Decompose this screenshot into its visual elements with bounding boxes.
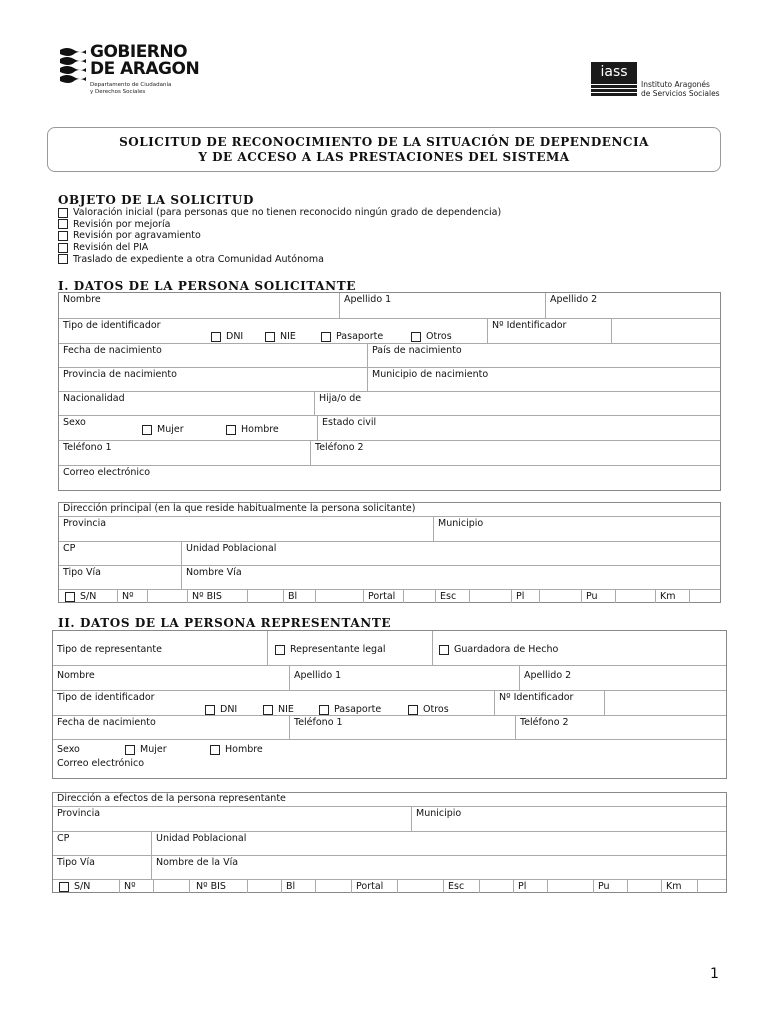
table-row <box>59 565 720 589</box>
iass-logo <box>591 62 731 102</box>
table-row <box>59 440 720 465</box>
portal-input[interactable] <box>403 590 435 603</box>
nacionalidad-field[interactable]: Nacionalidad <box>63 393 125 404</box>
table-row <box>53 739 726 779</box>
rep-unidad-field[interactable]: Unidad Poblacional <box>151 832 726 855</box>
checkbox[interactable] <box>58 219 68 229</box>
rep-tipo-via-field[interactable]: Tipo Vía <box>57 857 95 868</box>
rep-pasaporte-option[interactable]: Pasaporte <box>319 704 381 715</box>
rep-cp-field[interactable]: CP <box>57 833 70 844</box>
checkbox[interactable] <box>58 254 68 264</box>
table-row <box>59 516 720 541</box>
rep-esc-input[interactable] <box>479 880 513 893</box>
num-bis-label: Nº BIS <box>187 590 247 603</box>
rep-hombre-option[interactable]: Hombre <box>210 744 263 755</box>
unidad-field[interactable]: Unidad Poblacional <box>181 542 720 565</box>
num-bis-input[interactable] <box>247 590 283 603</box>
table-row <box>53 793 726 806</box>
guardadora-option[interactable]: Guardadora de Hecho <box>439 644 558 655</box>
rep-dni-option[interactable]: DNI <box>205 704 237 715</box>
aragon-stripes-icon <box>58 46 88 84</box>
tel2-field[interactable]: Teléfono 2 <box>310 441 720 465</box>
tipo-rep-field: Tipo de representante <box>57 644 162 655</box>
table-row <box>59 318 720 343</box>
rep-tipo-id-field: Tipo de identificador <box>57 692 155 703</box>
rep-num-input[interactable] <box>153 880 189 893</box>
table-row <box>53 665 726 690</box>
pais-nac-field[interactable]: País de nacimiento <box>367 344 720 367</box>
rep-bl-input[interactable] <box>315 880 351 893</box>
objeto-option[interactable]: Revisión por mejoría <box>58 219 578 231</box>
table-row <box>59 541 720 565</box>
rep-pu-input[interactable] <box>627 880 661 893</box>
num-input[interactable] <box>147 590 187 603</box>
checkbox[interactable] <box>275 645 285 655</box>
mun-nac-field[interactable]: Municipio de nacimiento <box>367 368 720 391</box>
objeto-option[interactable]: Revisión por agravamiento <box>58 230 578 242</box>
rep-pl-input[interactable] <box>547 880 593 893</box>
form-title <box>47 127 721 172</box>
rep-num-label: Nº <box>119 880 153 893</box>
checkbox[interactable] <box>439 645 449 655</box>
checkbox[interactable] <box>58 243 68 253</box>
pu-label: Pu <box>581 590 615 603</box>
rep-km-input[interactable] <box>697 880 726 893</box>
km-input[interactable] <box>689 590 720 603</box>
table-row <box>59 503 720 516</box>
prov-nac-field[interactable]: Provincia de nacimiento <box>63 369 177 380</box>
num-id-label: Nº Identificador <box>487 319 611 343</box>
table-row <box>59 293 720 318</box>
rep-esc-label: Esc <box>443 880 479 893</box>
rep-otros-option[interactable]: Otros <box>408 704 449 715</box>
title-line-2: Y DE ACCESO A LAS PRESTACIONES DEL SISTEMA <box>198 150 570 164</box>
rep-num-bis-input[interactable] <box>247 880 281 893</box>
checkbox[interactable] <box>265 332 275 342</box>
rep-municipio-field[interactable]: Municipio <box>411 807 726 831</box>
iass-name: Instituto Aragonés de Servicios Sociales <box>641 80 720 98</box>
direccion-heading: Dirección principal (en la que reside habitualmente la persona solicitante) <box>63 503 416 514</box>
rep-correo-field[interactable]: Correo electrónico <box>57 758 145 769</box>
rep-pl-label: Pl <box>513 880 547 893</box>
num-id-input[interactable] <box>611 319 720 343</box>
pl-label: Pl <box>511 590 539 603</box>
rep-apellido2-field[interactable]: Apellido 2 <box>519 666 726 690</box>
apellido1-field[interactable]: Apellido 1 <box>339 293 545 318</box>
checkbox[interactable] <box>65 592 75 602</box>
nie-option[interactable]: NIE <box>265 331 296 342</box>
tipo-id-field: Tipo de identificador <box>63 320 161 331</box>
title-line-1: SOLICITUD DE RECONOCIMIENTO DE LA SITUACIÓN DE DEPENDENCIA <box>119 135 649 149</box>
rep-fecha-nac-field[interactable]: Fecha de nacimiento <box>57 717 156 728</box>
nombre-via-field[interactable]: Nombre Vía <box>181 566 720 589</box>
rep-pu-label: Pu <box>593 880 627 893</box>
esc-input[interactable] <box>469 590 511 603</box>
mujer-option[interactable]: Mujer <box>142 424 184 435</box>
rep-nombre-via-field[interactable]: Nombre de la Vía <box>151 856 726 879</box>
fecha-nac-field[interactable]: Fecha de nacimiento <box>63 345 162 356</box>
objeto-options <box>58 207 578 265</box>
rep-apellido1-field[interactable]: Apellido 1 <box>289 666 519 690</box>
km-label: Km <box>655 590 689 603</box>
rep-nie-option[interactable]: NIE <box>263 704 294 715</box>
rep-num-id-input[interactable] <box>604 691 726 715</box>
esc-label: Esc <box>435 590 469 603</box>
table-row <box>59 589 720 603</box>
hijo-de-field[interactable]: Hija/o de <box>314 392 720 415</box>
rep-num-bis-label: Nº BIS <box>189 880 247 893</box>
rep-nombre-field[interactable]: Nombre <box>57 670 95 681</box>
table-row <box>59 415 720 440</box>
table-row <box>53 855 726 879</box>
direccion-representante-table <box>52 792 727 893</box>
nombre-field[interactable]: Nombre <box>63 294 101 305</box>
representante-heading: II. DATOS DE LA PERSONA REPRESENTANTE <box>58 616 392 630</box>
iass-mark: iass <box>591 62 637 96</box>
checkbox[interactable] <box>58 231 68 241</box>
objeto-option[interactable]: Valoración inicial (para personas que no tienen reconocido ningún grado de dependencia) <box>58 207 578 219</box>
num-label: Nº <box>117 590 147 603</box>
checkbox[interactable] <box>411 332 421 342</box>
page-number: 1 <box>710 966 719 982</box>
checkbox[interactable] <box>59 882 69 892</box>
checkbox[interactable] <box>226 425 236 435</box>
pasaporte-option[interactable]: Pasaporte <box>321 331 383 342</box>
portal-label: Portal <box>363 590 403 603</box>
tipo-via-field[interactable]: Tipo Vía <box>63 567 101 578</box>
rep-portal-input[interactable] <box>397 880 443 893</box>
bl-input[interactable] <box>315 590 363 603</box>
checkbox[interactable] <box>58 208 68 218</box>
checkbox[interactable] <box>319 705 329 715</box>
checkbox[interactable] <box>263 705 273 715</box>
table-row <box>53 806 726 831</box>
rep-mujer-option[interactable]: Mujer <box>125 744 167 755</box>
table-row <box>53 715 726 739</box>
checkbox[interactable] <box>211 332 221 342</box>
table-row <box>53 879 726 893</box>
pu-input[interactable] <box>615 590 655 603</box>
checkbox[interactable] <box>210 745 220 755</box>
rep-portal-label: Portal <box>351 880 397 893</box>
rep-km-label: Km <box>661 880 697 893</box>
table-row <box>53 631 726 665</box>
dni-option[interactable]: DNI <box>211 331 243 342</box>
table-row <box>59 391 720 415</box>
bl-label: Bl <box>283 590 315 603</box>
checkbox[interactable] <box>205 705 215 715</box>
rep-sn-option[interactable]: S/N <box>59 881 90 892</box>
checkbox[interactable] <box>321 332 331 342</box>
objeto-heading: OBJETO DE LA SOLICITUD <box>58 193 254 207</box>
rep-provincia-field[interactable]: Provincia <box>57 808 101 819</box>
checkbox[interactable] <box>142 425 152 435</box>
gov-department: Departamento de Ciudadanía y Derechos Sociales <box>90 82 172 95</box>
cp-field[interactable]: CP <box>63 543 76 554</box>
checkbox[interactable] <box>408 705 418 715</box>
table-row <box>53 831 726 855</box>
rep-legal-option[interactable]: Representante legal <box>275 644 386 655</box>
objeto-option[interactable]: Traslado de expediente a otra Comunidad Autónoma <box>58 253 578 265</box>
provincia-field[interactable]: Provincia <box>63 518 107 529</box>
table-row <box>59 465 720 491</box>
tel1-field[interactable]: Teléfono 1 <box>63 442 112 453</box>
rep-num-id-label: Nº Identificador <box>494 691 604 715</box>
rep-tel1-field[interactable]: Teléfono 1 <box>289 716 515 739</box>
rep-direccion-heading: Dirección a efectos de la persona representante <box>57 793 286 804</box>
objeto-option[interactable]: Revisión del PIA <box>58 242 578 254</box>
pl-input[interactable] <box>539 590 581 603</box>
rep-tel2-field[interactable]: Teléfono 2 <box>515 716 726 739</box>
table-row <box>59 367 720 391</box>
rep-sexo-field: Sexo <box>57 744 80 755</box>
otros-option[interactable]: Otros <box>411 331 452 342</box>
sn-option[interactable]: S/N <box>65 591 96 602</box>
solicitante-table <box>58 292 721 491</box>
correo-field[interactable]: Correo electrónico <box>63 467 151 478</box>
representante-table <box>52 630 727 779</box>
sexo-field: Sexo <box>63 417 86 428</box>
estado-civil-field[interactable]: Estado civil <box>317 416 720 440</box>
gobierno-aragon-logo <box>58 44 218 114</box>
direccion-solicitante-table <box>58 502 721 603</box>
checkbox[interactable] <box>125 745 135 755</box>
rep-bl-label: Bl <box>281 880 315 893</box>
apellido2-field[interactable]: Apellido 2 <box>545 293 720 318</box>
hombre-option[interactable]: Hombre <box>226 424 279 435</box>
municipio-field[interactable]: Municipio <box>433 517 720 541</box>
solicitante-heading: I. DATOS DE LA PERSONA SOLICITANTE <box>58 279 356 293</box>
gov-title: GOBIERNO DE ARAGON <box>90 42 200 79</box>
table-row <box>53 690 726 715</box>
table-row <box>59 343 720 367</box>
